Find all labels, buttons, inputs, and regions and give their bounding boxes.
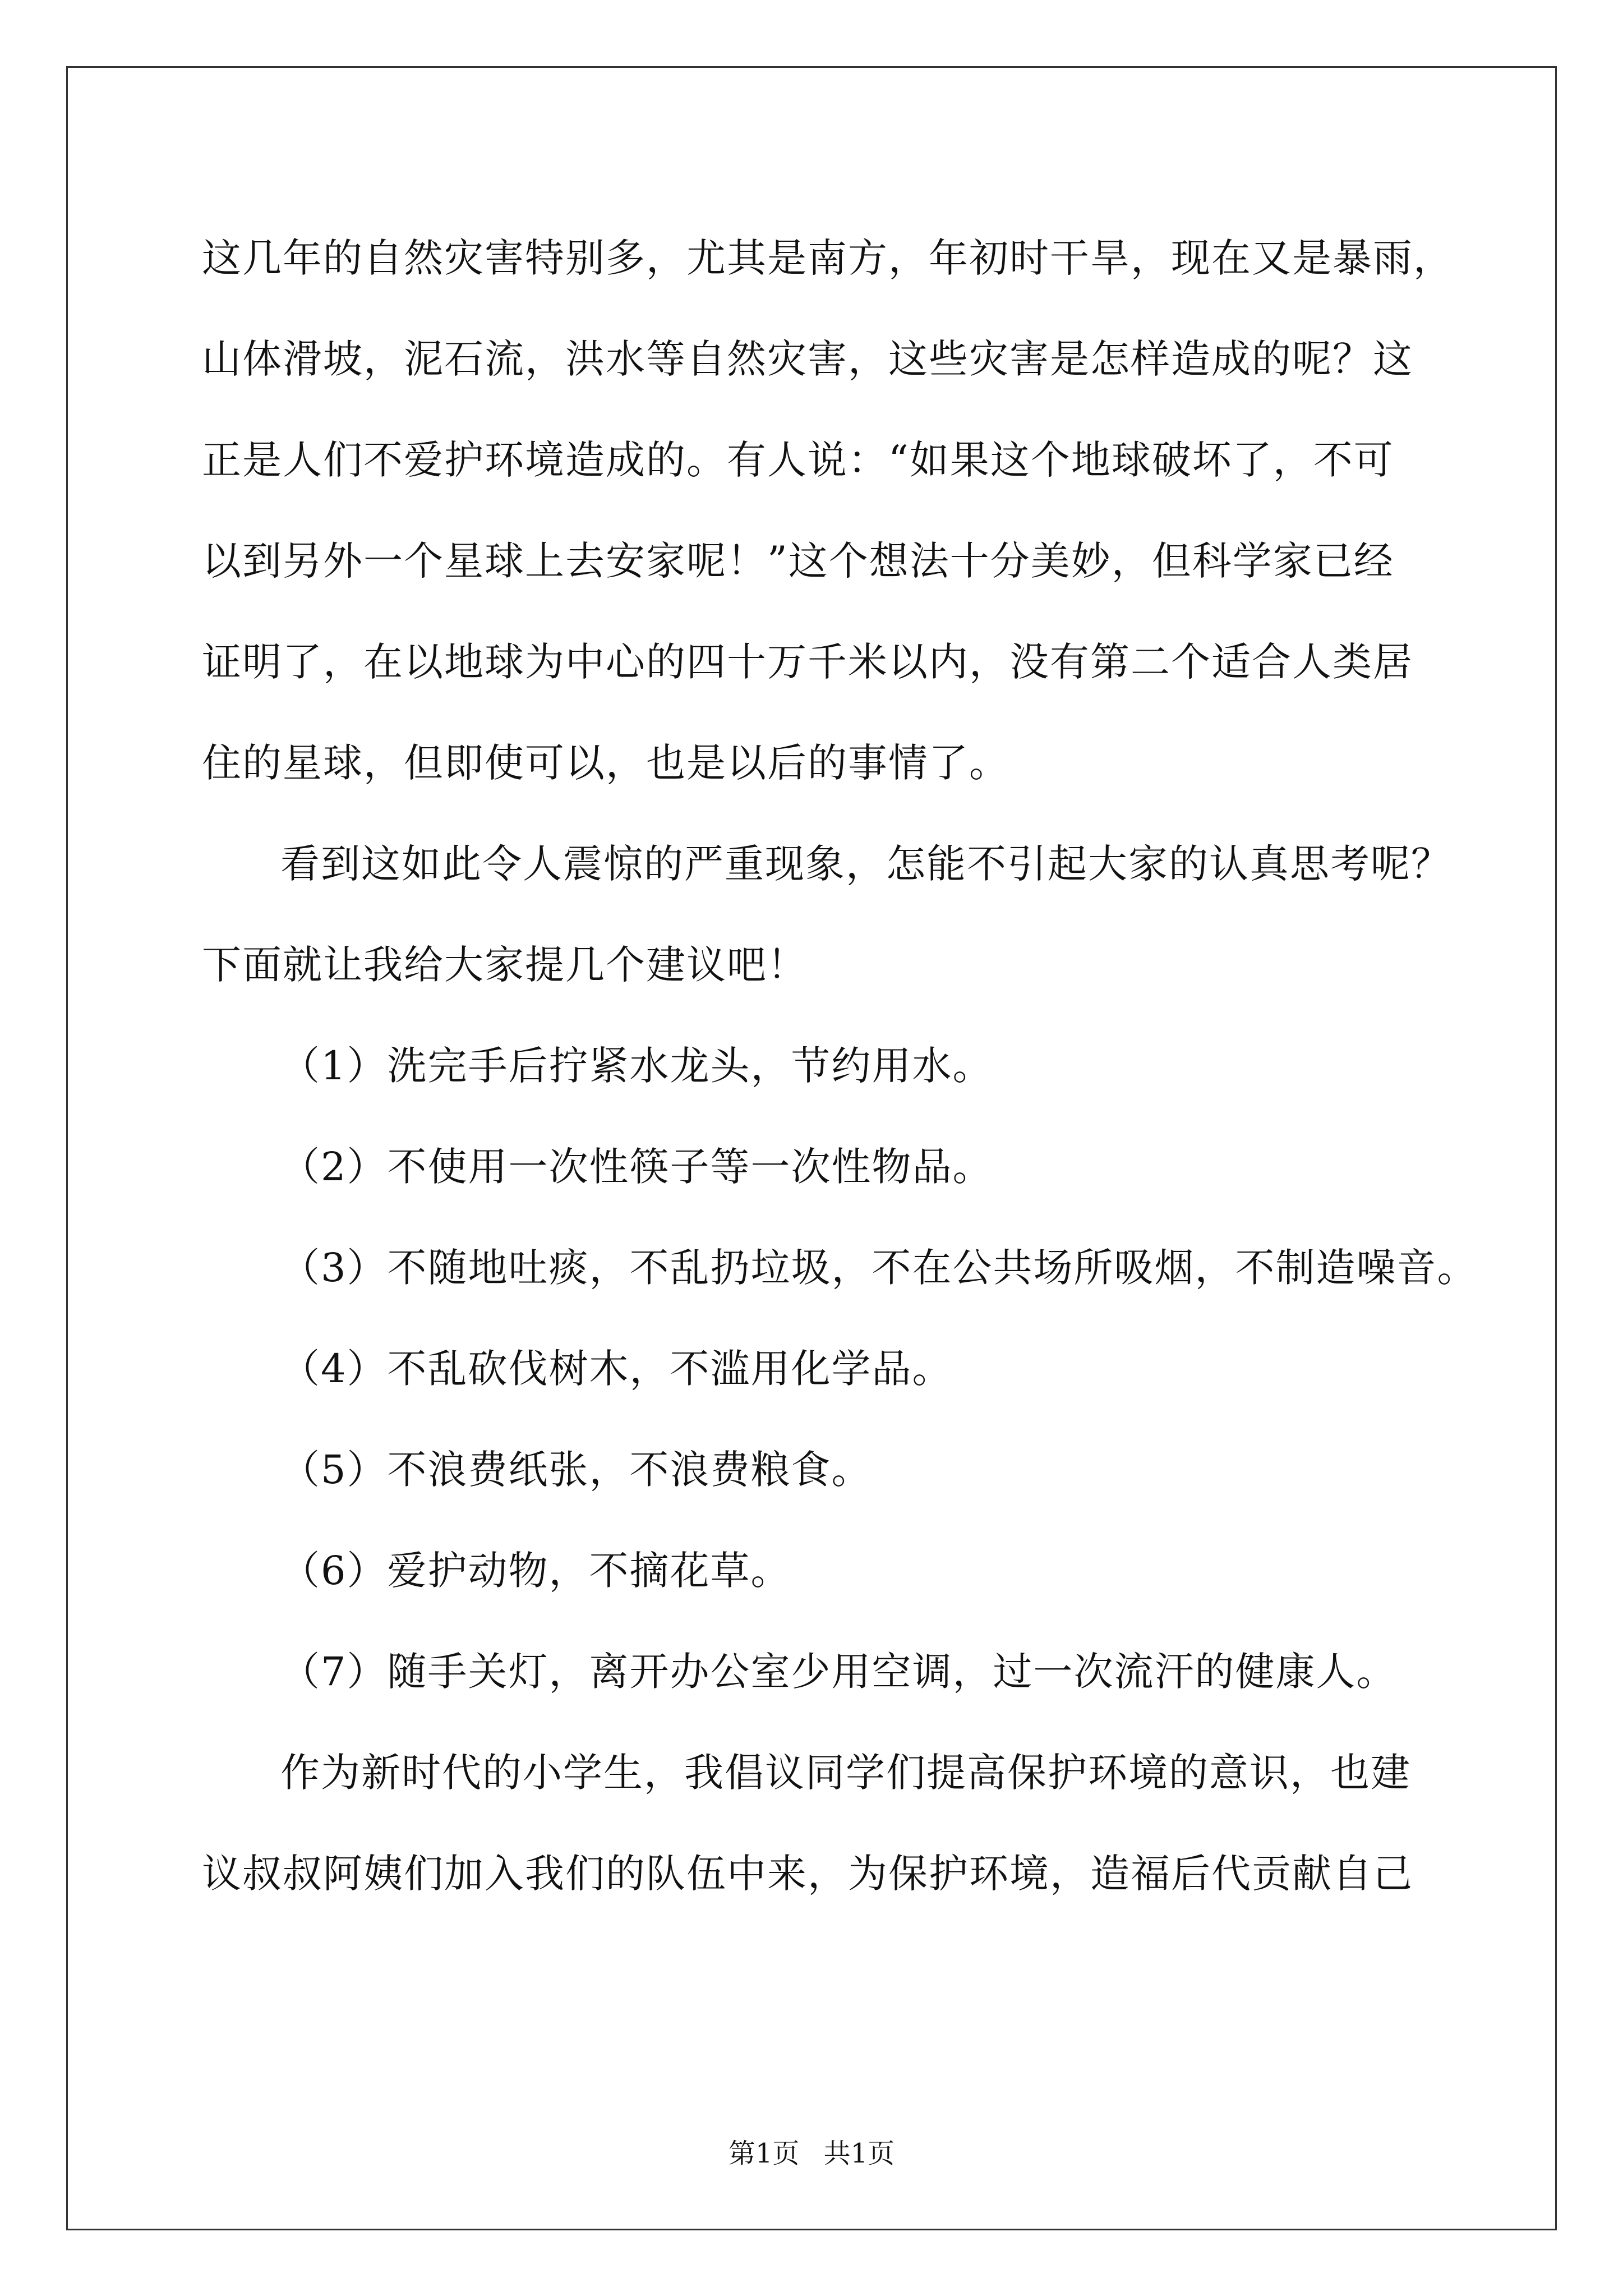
- text-line: （2）不使用一次性筷子等一次性物品。: [280, 1144, 993, 1190]
- text-line: （6）爱护动物，不摘花草。: [280, 1548, 791, 1594]
- text-line: （1）洗完手后拧紧水龙头，节约用水。: [280, 1043, 993, 1089]
- text-line: 山体滑坡，泥石流，洪水等自然灾害，这些灾害是怎样造成的呢？这: [202, 336, 1413, 382]
- text-line: 下面就让我给大家提几个建议吧！: [202, 942, 808, 988]
- document-body: [202, 208, 1478, 1924]
- text-line: 证明了，在以地球为中心的四十万千米以内，没有第二个适合人类居: [202, 639, 1413, 685]
- text-line: 正是人们不爱护环境造成的。有人说：“如果这个地球破坏了，不可: [202, 437, 1394, 483]
- text-line: （7）随手关灯，离开办公室少用空调，过一次流汗的健康人。: [280, 1649, 1397, 1695]
- text-line: 这几年的自然灾害特别多，尤其是南方，年初时干旱，现在又是暴雨，: [202, 235, 1454, 281]
- text-line: （3）不随地吐痰，不乱扔垃圾，不在公共场所吸烟，不制造噪音。: [280, 1245, 1478, 1291]
- page-footer: [0, 2132, 1623, 2170]
- text-line: 作为新时代的小学生，我倡议同学们提高保护环境的意识，也建: [280, 1750, 1411, 1796]
- page-number-total: 共1页: [823, 2138, 895, 2169]
- page-number-current: 第1页: [728, 2138, 800, 2169]
- text-line: 议叔叔阿姨们加入我们的队伍中来，为保护环境，造福后代贡献自己: [202, 1851, 1413, 1897]
- text-line: （4）不乱砍伐树木，不滥用化学品。: [280, 1346, 953, 1392]
- text-line: 以到另外一个星球上去安家呢！”这个想法十分美妙，但科学家已经: [202, 538, 1394, 584]
- text-line: 住的星球，但即使可以，也是以后的事情了。: [202, 740, 1009, 786]
- text-line: 看到这如此令人震惊的严重现象，怎能不引起大家的认真思考呢？: [280, 841, 1451, 887]
- text-line: （5）不浪费纸张，不浪费粮食。: [280, 1447, 872, 1493]
